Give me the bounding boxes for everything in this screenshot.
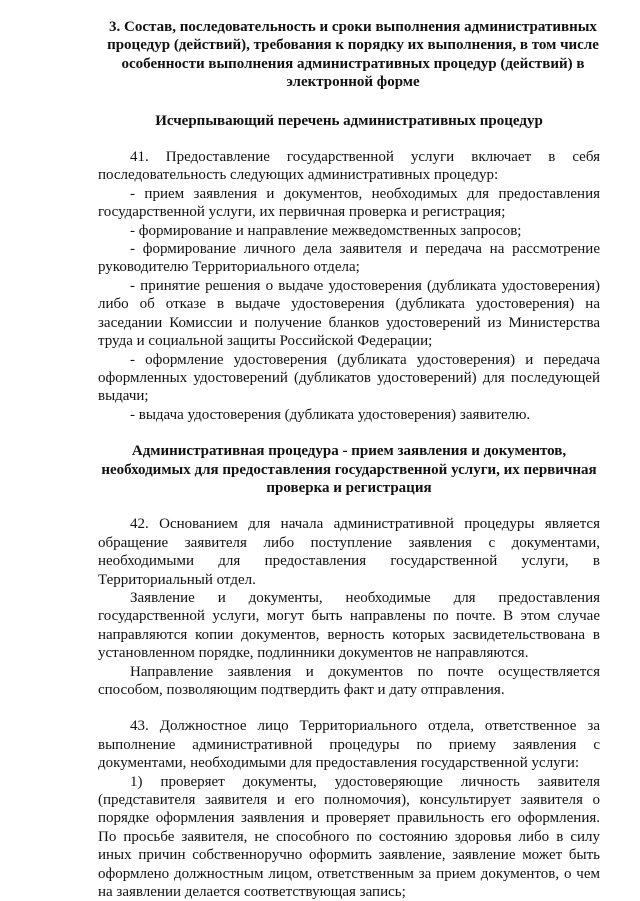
spacer [98,699,600,717]
section-title: 3. Состав, последовательность и сроки выполнения административных процедур (действий), требования к порядку их выполнения, в том числе особенности выполнения административных процедур (действий) в электронной форме [107,19,599,91]
list-item: - формирование личного дела заявителя и передача на рассмотрение руководителю Территориального отдела; [98,241,600,276]
paragraph-42-text: Заявление и документы, необходимые для предоставления государственной услуги, могут быть направлены по почте. В этом случае направляются копии документов, верность которых засвидетельствована в установленном порядке, подлинники документов не направляются. [98,589,600,662]
subheading-reception-procedure: Административная процедура - прием заявления и документов, необходимых для предоставления государственной услуги, их первичная проверка и регистрация [101,443,597,496]
list-item: - выдача удостоверения (дубликата удостоверения) заявителю. [130,406,531,423]
list-item: - оформление удостоверения (дубликата удостоверения) и передача оформленных удостоверений (дубликатов удостоверений) для последующей выдачи; [98,351,600,405]
list-item: - принятие решения о выдаче удостоверения (дубликата удостоверения) либо об отказе в выдаче удостоверения (дубликата удостоверения) на заседании Комиссии и получение бланков удостоверений из Министерства труда и социальной защиты Российской Федерации; [98,277,600,350]
paragraph-43 [98,717,600,901]
paragraph-42-text: Направление заявления и документов по почте осуществляется способом, позволяющим подтвердить факт и дату отправления. [98,663,600,698]
paragraph-41-intro: 41. Предоставление государственной услуги включает в себя последовательность следующих административных процедур: [98,149,600,184]
paragraph-42-text: 42. Основанием для начала административной процедуры является обращение заявителя либо поступление заявления с документами, необходимыми для предоставления государственной услуги, в Территориальный отдел. [98,516,600,588]
paragraph-42 [98,515,600,699]
paragraph-43-item: 1) проверяет документы, удостоверяющие личность заявителя (представителя заявителя и его полномочия), консультирует заявителя о порядке оформления заявления и проверяет правильность его оформления. По просьбе заявителя, не способного по состоянию здоровья либо в силу иных причин собственноручно оформить заявление, заявление может быть оформлено должностным лицом, ответственным за прием документов, о чем на заявлении делается соответствующая запись; [98,773,600,901]
list-item: - формирование и направление межведомственных запросов; [130,222,522,239]
paragraph-41 [98,148,600,424]
list-item: - прием заявления и документов, необходимых для предоставления государственной услуги, их первичная проверка и регистрация; [98,185,600,221]
paragraph-43-intro: 43. Должностное лицо Территориального отдела, ответственное за выполнение административной процедуры по приему заявления с документами, необходимыми для предоставления государственной услуги: [98,718,600,772]
subheading-procedures-list: Исчерпывающий перечень административных процедур [155,112,543,129]
